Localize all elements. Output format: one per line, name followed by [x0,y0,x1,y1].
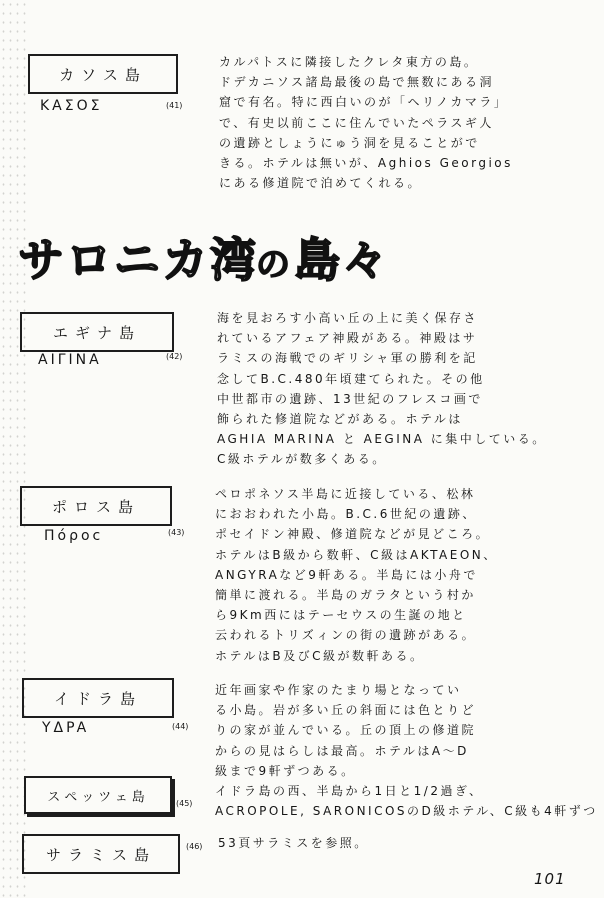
salamis-entry-number: (46) [186,842,203,851]
aigina-description: 海を見おろす小高い丘の上に美く保存さ れているアフェア神殿がある。神殿はサ ラミスの海戦でのギリシャ軍の勝利を記 念してB.C.480年頃建てられた。その他 中世都市の遺跡、13世紀のフレスコ画で 飾られた修道院などがある。ホテルは AGHIA MARINA と AEGINA に集中している。 C級ホテルが数多くある。 [217,311,547,467]
salamis-title-box [22,834,180,874]
kasos-latin-name: ΚΑΣΟΣ [40,98,103,114]
ydra-entry-number: (44) [172,722,189,731]
ydra-title-box [22,678,174,718]
poros-latin-name: Πόροc [44,528,104,544]
scan-speckle [0,0,30,898]
kasos-entry-number: (41) [166,101,183,110]
ydra-title: イドラ島 [53,689,142,708]
ydra-latin-name: YΔPA [42,720,90,736]
spetses-entry-number: (45) [176,799,193,808]
aigina-latin-name: AIΓINA [38,352,102,368]
spetses-title-box [24,776,172,814]
kasos-title: カソス島 [59,65,147,84]
ydra-description: 近年画家や作家のたまり場となってい る小島。岩が多い丘の斜面には色とりど りの家が並んでいる。丘の頂上の修道院 からの見はらしは最高。ホテルはA〜D 級まで9軒ずつある。 イドラ島の西、半島から1日と1/2過ぎ、 ACROPOLE, SARONICOSのD級ホテル、C級も4軒ずつ [215,683,598,819]
page-number: 101 [534,870,566,888]
salamis-title: サラミス島 [45,845,156,864]
aigina-title-box [20,312,174,352]
saronic-gulf-heading [18,226,390,296]
kasos-description: カルパトスに隣接したクレタ東方の島。 ドデカニソス諸島最後の島で無数にある洞 窟で有名。特に西白いのが「ヘリノカマラ」 で、有史以前ここに住んでいたペラスギ人 の遺跡としょうにゅう洞を見ることがで きる。ホテルは無いが、Aghios Georgios にある修道院で泊めてくれる。 [219,55,513,191]
heading-tail: 島々 [294,233,390,287]
heading-particle: の [256,245,290,285]
heading-main: サロニカ湾 [18,233,258,287]
poros-title-box [20,486,172,526]
poros-description: ペロポネソス半島に近接している、松林 におおわれた小島。B.C.6世紀の遺跡、 ポセイドン神殿、修道院などが見どころ。 ホテルはB級から数軒、C級はAKTAEON、 ANGYRAなど9軒ある。半島には小舟で 簡単に渡れる。半島のガラタという村か ら9Km西にはテーセウスの生誕の地と 云われるトリズィンの街の遺跡がある。 ホテルはB及びC級が数軒ある。 [215,487,498,663]
spetses-title: スペッツェ島 [47,789,149,805]
kasos-title-box [28,54,178,94]
poros-entry-number: (43) [168,528,185,537]
poros-title: ポロス島 [51,497,140,516]
aigina-entry-number: (42) [166,352,183,361]
salamis-description: 53頁サラミスを参照。 [218,836,369,850]
aigina-title: エギナ島 [52,323,141,342]
